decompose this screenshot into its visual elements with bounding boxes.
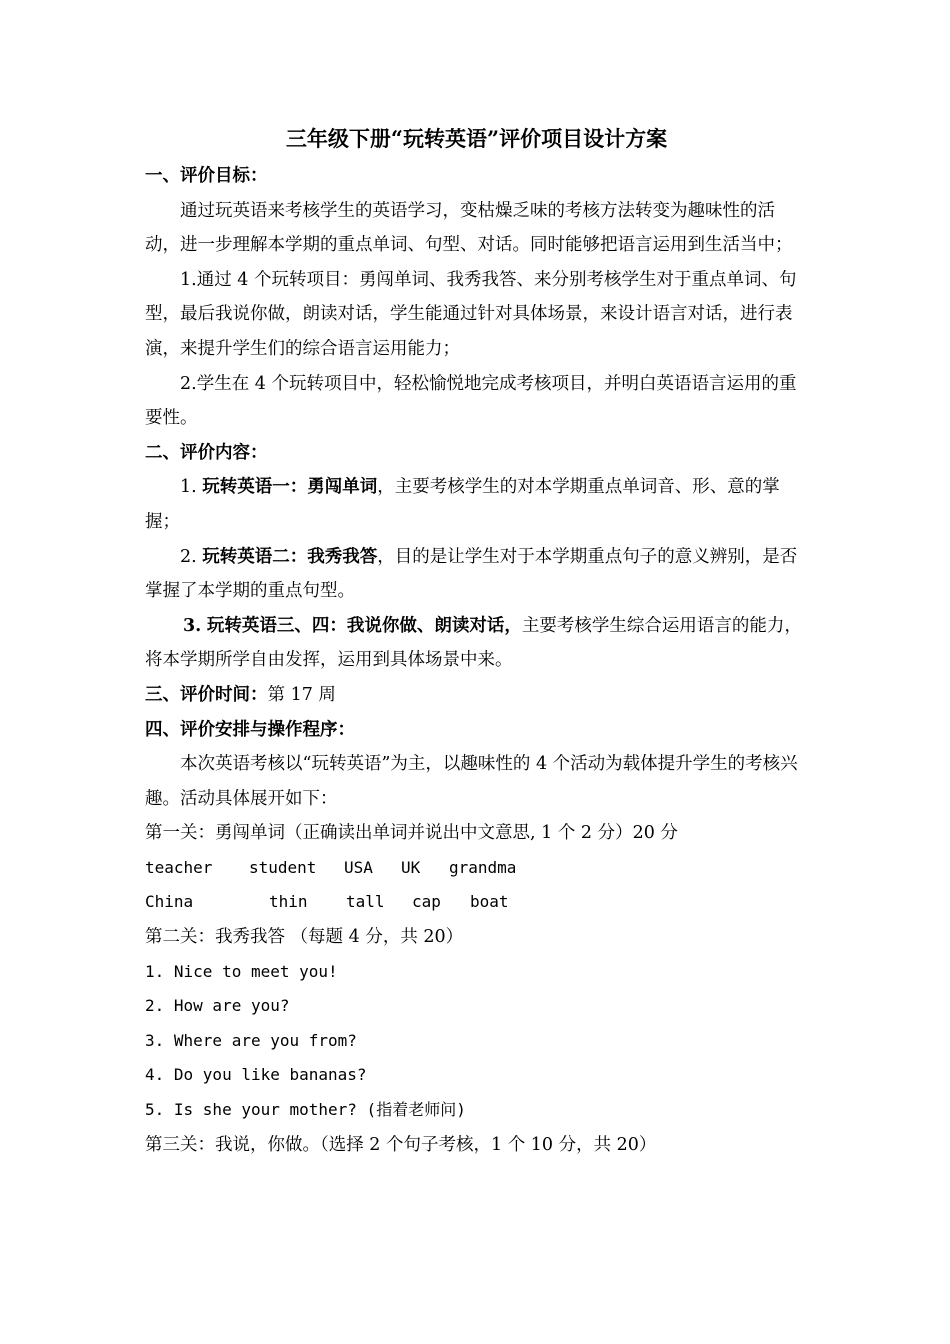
section1-item2: 2.学生在 4 个玩转项目中，轻松愉悦地完成考核项目，并明白英语语言运用的重要性。 bbox=[145, 373, 797, 429]
word: China bbox=[145, 892, 194, 912]
document-title: 三年级下册“玩转英语”评价项目设计方案 bbox=[285, 126, 668, 151]
section3-line bbox=[145, 678, 808, 713]
word: grandma bbox=[449, 857, 517, 877]
section2-heading: 二、评价内容： bbox=[145, 442, 268, 463]
word: UK bbox=[401, 857, 421, 877]
question-item: 3. Where are you from? bbox=[145, 1030, 357, 1050]
section2-item2: 2. 玩转英语二：我秀我答，目的是让学生对于本学期重点句子的意义辨别，是否掌握了本学期的重点句型。 bbox=[145, 546, 798, 602]
section1-item1: 1.通过 4 个玩转项目：勇闯单词、我秀我答、来分别考核学生对于重点单词、句型，最后我说你做，朗读对话，学生能通过针对具体场景，来设计语言对话，进行表演，来提升学生们的综合语言运用能力； bbox=[145, 269, 797, 359]
question-item: 4. Do you like bananas? bbox=[145, 1065, 367, 1085]
section3-value: 第 17 周 bbox=[267, 684, 336, 705]
question-item: 1. Nice to meet you! bbox=[145, 961, 338, 981]
level2-title: 第二关：我秀我答 （每题 4 分，共 20） bbox=[145, 927, 464, 948]
word: thin bbox=[269, 892, 308, 912]
question-item: 2. How are you? bbox=[145, 996, 290, 1016]
section2-item1-title: 玩转英语一：勇闯单词 bbox=[202, 477, 378, 498]
word: USA bbox=[344, 857, 373, 877]
section1-paragraph: 通过玩英语来考核学生的英语学习，变枯燥乏味的考核方法转变为趣味性的活动，进一步理解本学期的重点单词、句型、对话。同时能够把语言运用到生活当中； bbox=[145, 200, 793, 256]
section2-item2-title: 玩转英语二：我秀我答 bbox=[202, 546, 378, 567]
section2-item3: 3. 玩转英语三、四：我说你做、朗读对话，主要考核学生综合运用语言的能力，将本学期所学自由发挥，运用到具体场景中来。 bbox=[145, 615, 802, 671]
word: student bbox=[249, 857, 317, 877]
section4-heading: 四、评价安排与操作程序： bbox=[145, 719, 355, 740]
word: cap bbox=[412, 892, 441, 912]
section2-item3-title: 玩转英语三、四：我说你做、朗读对话， bbox=[206, 615, 522, 636]
word-row-2 bbox=[145, 885, 808, 920]
section1-heading: 一、评价目标： bbox=[145, 166, 268, 186]
section4-paragraph: 本次英语考核以“玩转英语”为主，以趣味性的 4 个活动为载体提升学生的考核兴趣。活动具体展开如下： bbox=[145, 754, 798, 809]
word: boat bbox=[470, 892, 509, 912]
word: tall bbox=[346, 892, 385, 912]
section3-heading: 三、评价时间： bbox=[145, 684, 268, 705]
level3-title: 第三关：我说，你做。（选择 2 个句子考核，1 个 10 分，共 20） bbox=[145, 1134, 657, 1155]
word: teacher bbox=[145, 857, 213, 877]
word-row-1 bbox=[145, 851, 808, 886]
question-item: 5. Is she your mother? (指着老师问) bbox=[145, 1100, 466, 1120]
level1-title: 第一关：勇闯单词（正确读出单词并说出中文意思, 1 个 2 分）20 分 bbox=[145, 823, 678, 844]
section2-item1: 1. 玩转英语一：勇闯单词，主要考核学生的对本学期重点单词音、形、意的掌握； bbox=[145, 477, 780, 532]
